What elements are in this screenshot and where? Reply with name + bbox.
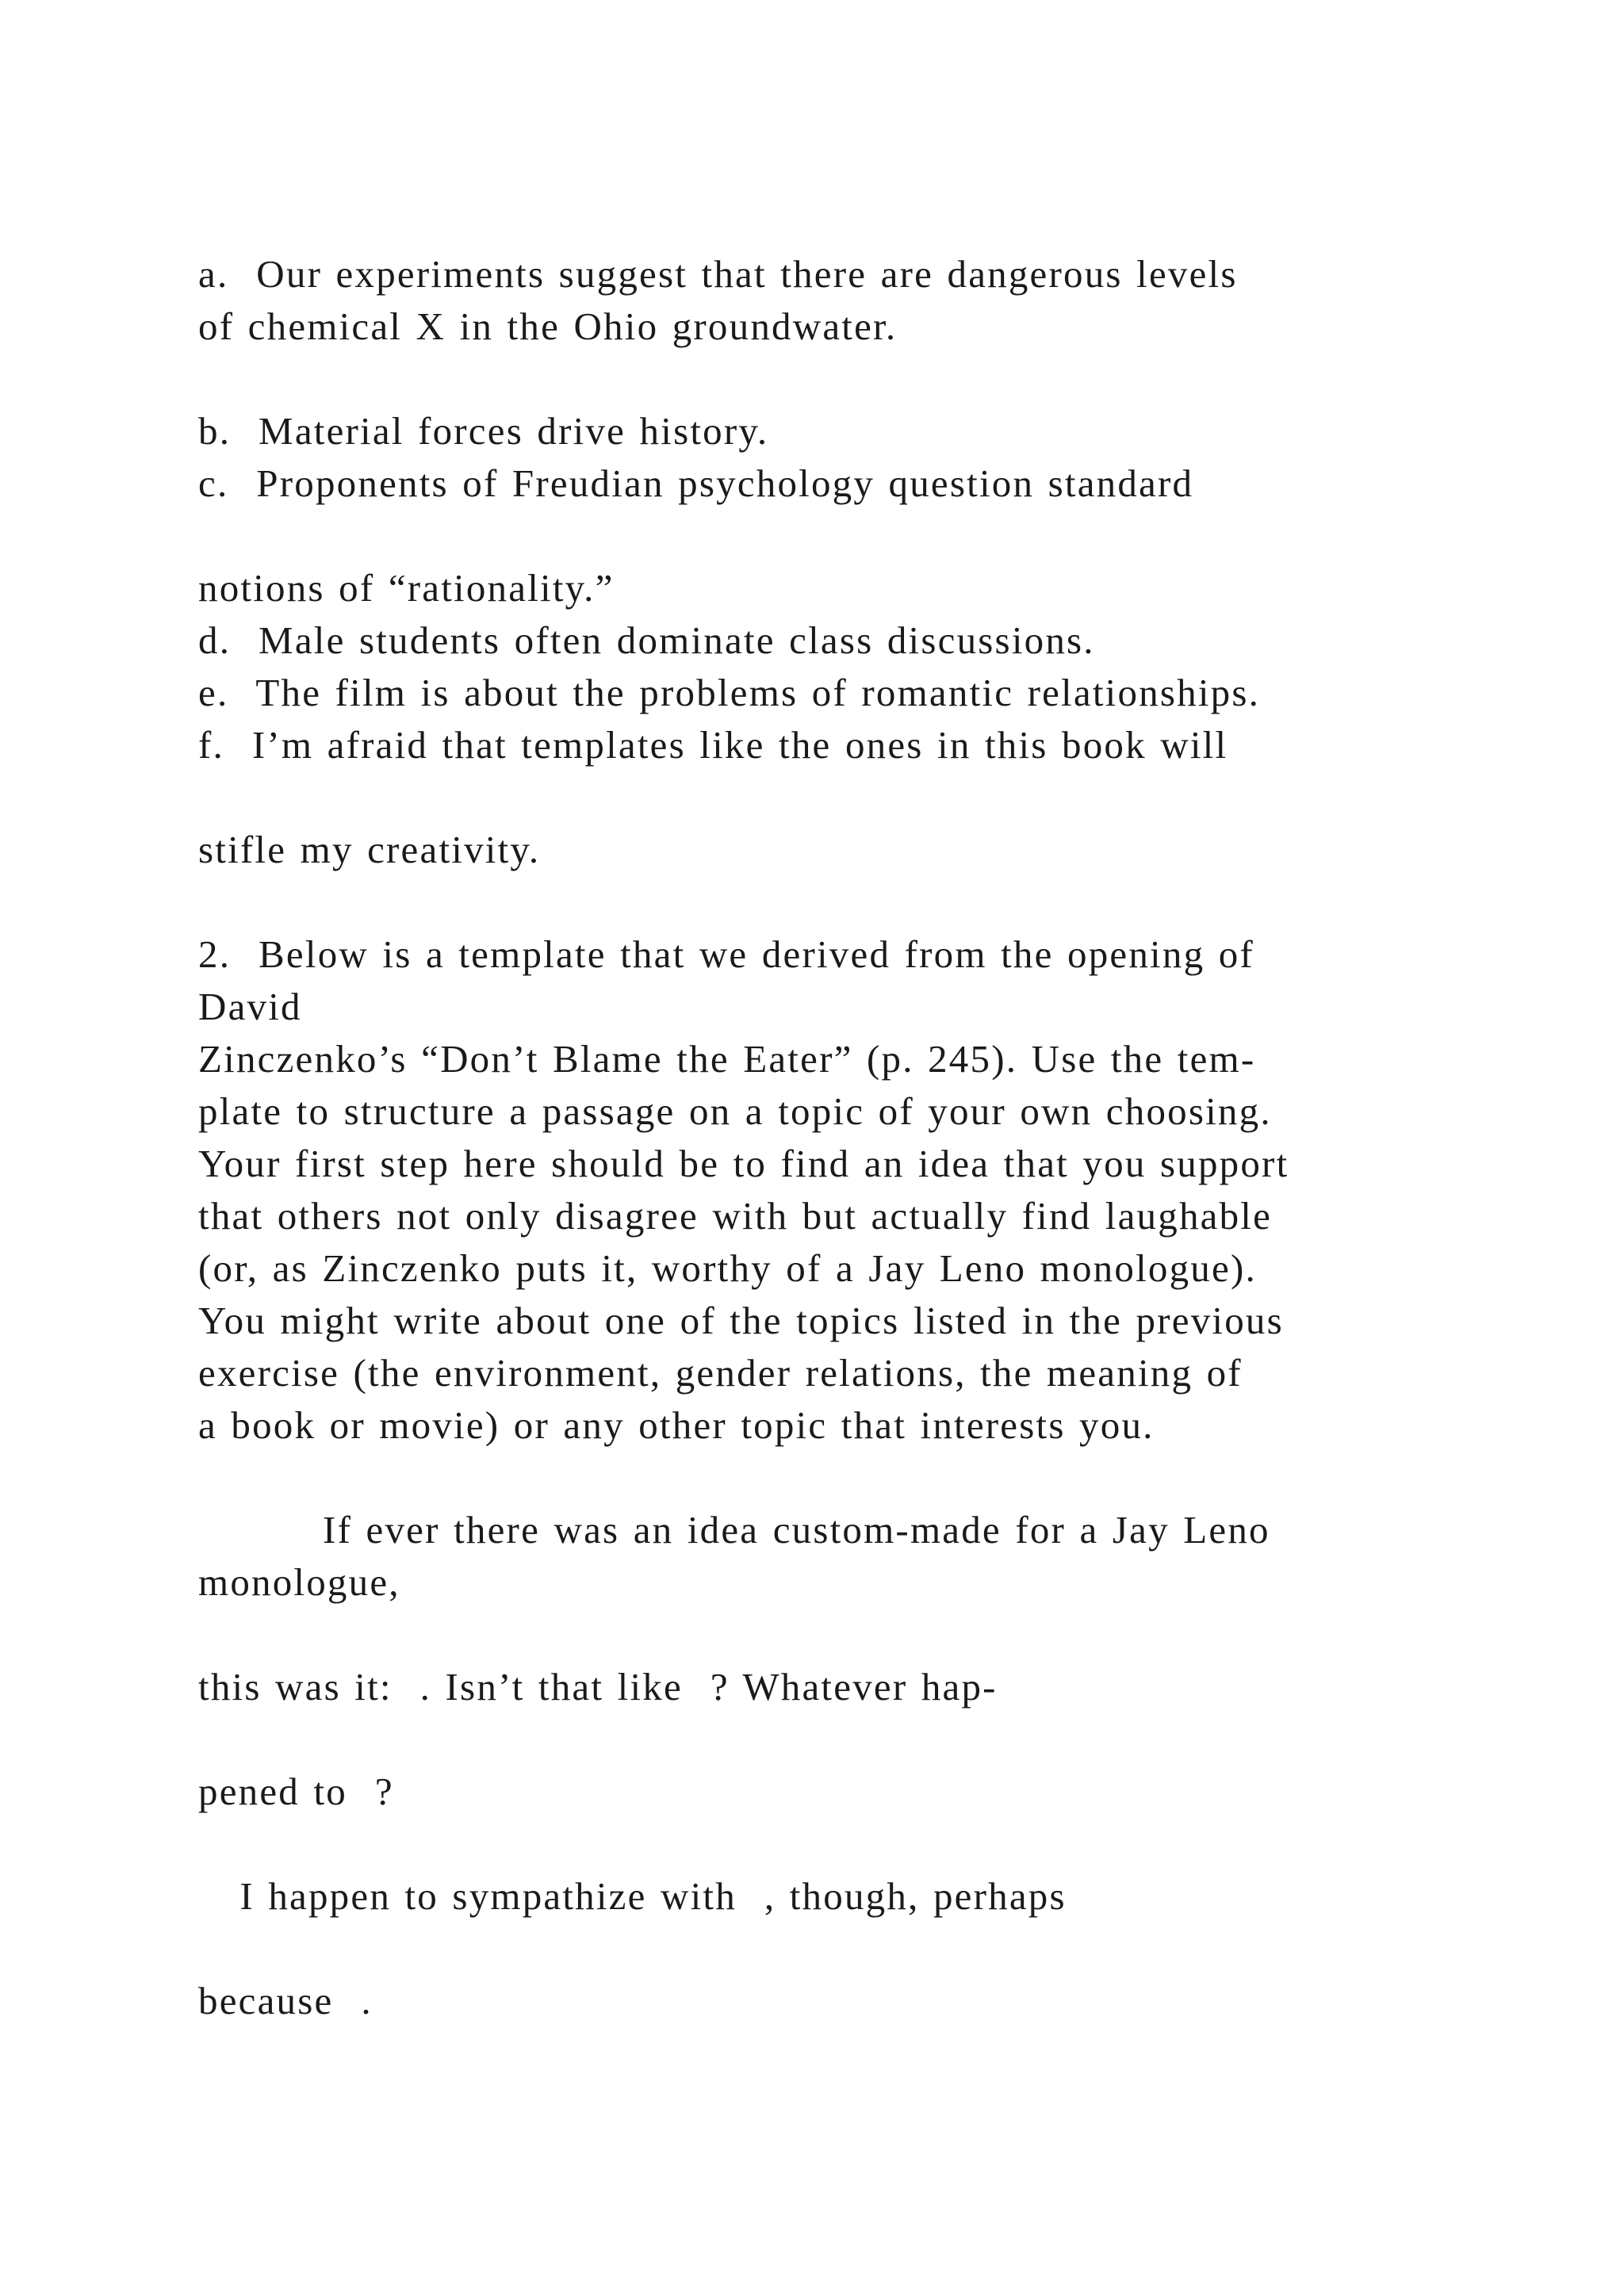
blank-line bbox=[198, 510, 1546, 562]
exercise-2-line-8: You might write about one of the topics listed in the previous bbox=[198, 1299, 1284, 1342]
exercise-2-line-2: David bbox=[198, 985, 302, 1028]
template-line-6: because . bbox=[198, 1979, 373, 2022]
blank-line bbox=[198, 1818, 1546, 1870]
document-text bbox=[198, 248, 1546, 2027]
template-line-4: pened to ? bbox=[198, 1770, 394, 1813]
exercise-item-c-line-1: c. Proponents of Freudian psychology question standard bbox=[198, 461, 1194, 505]
exercise-2-line-4: plate to structure a passage on a topic of your own choosing. bbox=[198, 1089, 1272, 1133]
blank-line bbox=[198, 1923, 1546, 1975]
exercise-item-f-line-2: stifle my creativity. bbox=[198, 828, 541, 871]
exercise-item-d: d. Male students often dominate class discussions. bbox=[198, 618, 1095, 662]
blank-line bbox=[198, 1713, 1546, 1766]
exercise-2-line-10: a book or movie) or any other topic that interests you. bbox=[198, 1403, 1155, 1447]
blank-line bbox=[198, 1609, 1546, 1661]
exercise-item-a-line-2: of chemical X in the Ohio groundwater. bbox=[198, 304, 898, 348]
template-line-2: monologue, bbox=[198, 1560, 400, 1604]
exercise-2-line-5: Your first step here should be to find an idea that you support bbox=[198, 1142, 1289, 1185]
exercise-2-line-7: (or, as Zinczenko puts it, worthy of a Jay Leno monologue). bbox=[198, 1246, 1257, 1290]
blank-line bbox=[198, 876, 1546, 928]
blank-line bbox=[198, 1452, 1546, 1504]
exercise-item-a-line-1: a. Our experiments suggest that there are dangerous levels bbox=[198, 252, 1238, 296]
blank-line bbox=[198, 771, 1546, 824]
exercise-item-c-line-2: notions of “rationality.” bbox=[198, 566, 615, 610]
exercise-2-line-1: 2. Below is a template that we derived from the opening of bbox=[198, 932, 1254, 976]
exercise-2-line-9: exercise (the environment, gender relations, the meaning of bbox=[198, 1351, 1243, 1395]
exercise-item-e: e. The film is about the problems of romantic relationships. bbox=[198, 671, 1261, 714]
exercise-2-line-3: Zinczenko’s “Don’t Blame the Eater” (p. 245). Use the tem- bbox=[198, 1037, 1256, 1081]
exercise-item-b: b. Material forces drive history. bbox=[198, 409, 769, 453]
exercise-item-f-line-1: f. I’m afraid that templates like the ones in this book will bbox=[198, 723, 1228, 767]
template-line-1: If ever there was an idea custom-made for a Jay Leno bbox=[198, 1508, 1270, 1552]
exercise-2-line-6: that others not only disagree with but actually find laughable bbox=[198, 1194, 1273, 1238]
blank-line bbox=[198, 353, 1546, 405]
template-line-5: I happen to sympathize with , though, perhaps bbox=[198, 1874, 1067, 1918]
template-line-3: this was it: . Isn’t that like ? Whatever hap- bbox=[198, 1665, 998, 1709]
